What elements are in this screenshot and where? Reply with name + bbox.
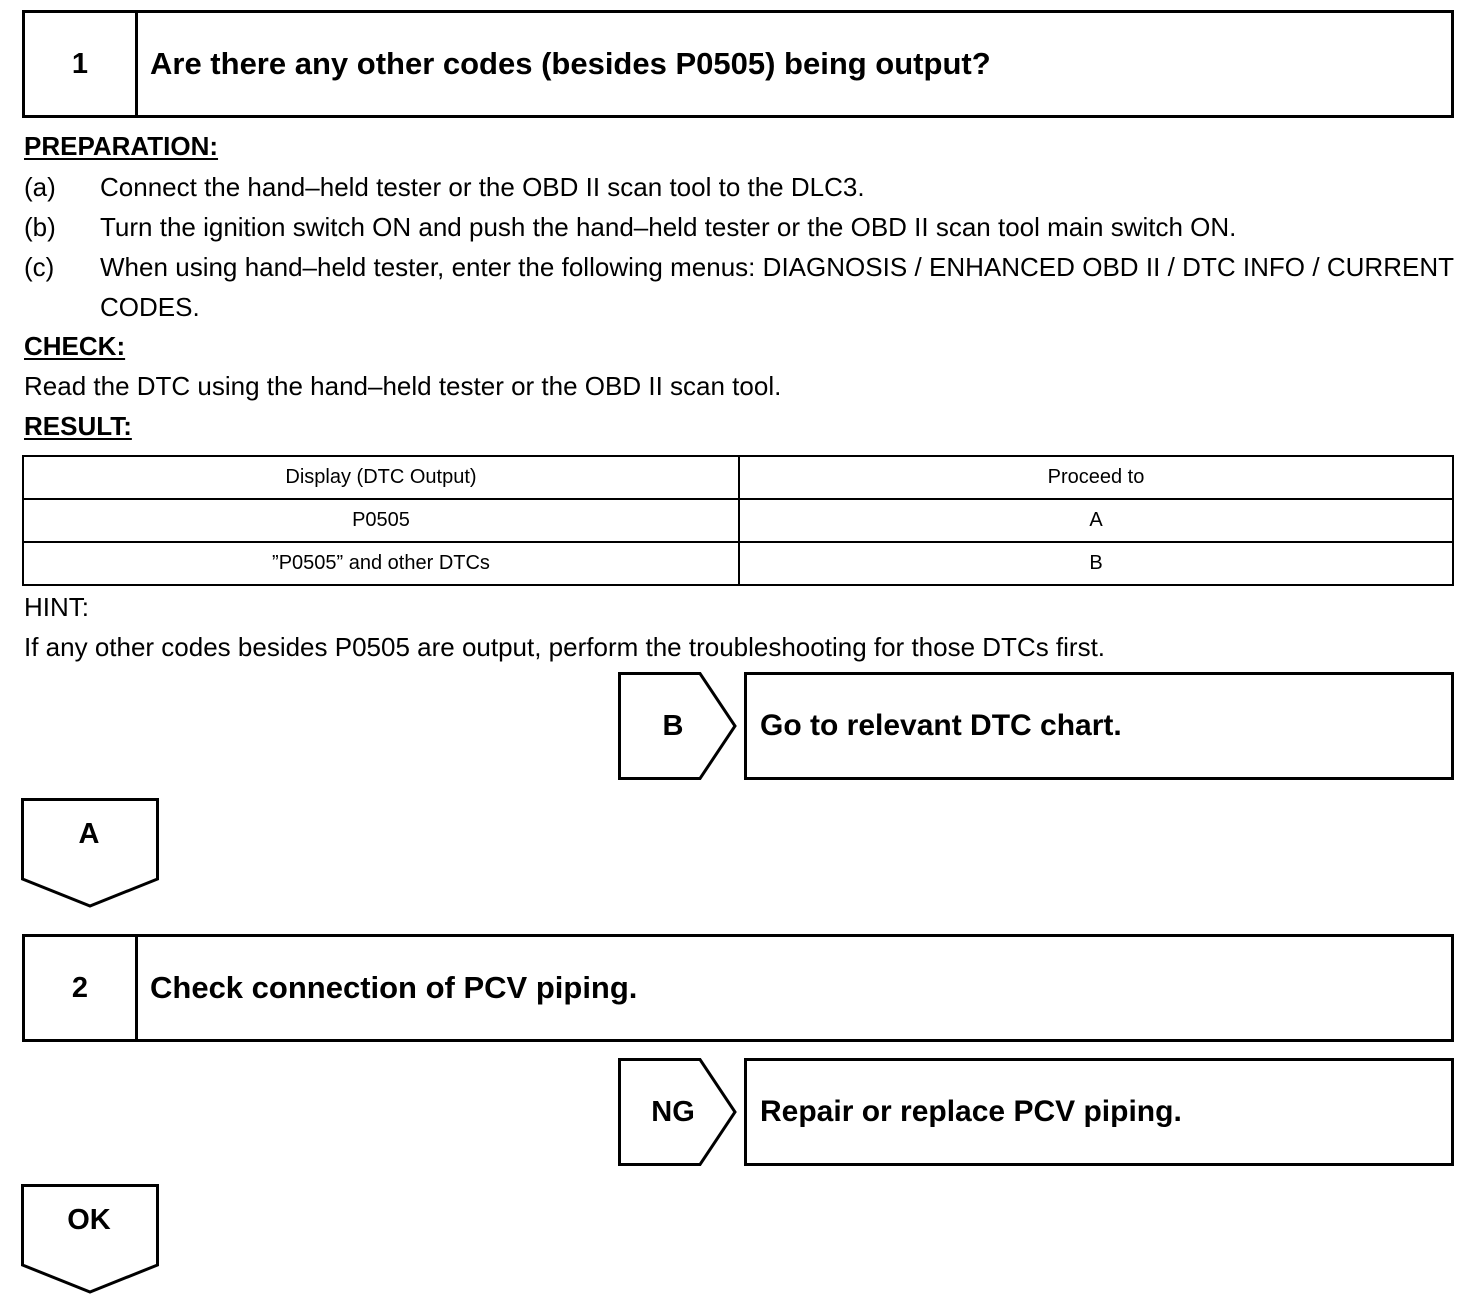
hint-heading: HINT: bbox=[24, 592, 89, 622]
flow-a-tag bbox=[21, 798, 159, 910]
step-2-title: Check connection of PCV piping. bbox=[150, 970, 638, 1005]
branch-ng-label: NG bbox=[651, 1095, 695, 1128]
preparation-item-b bbox=[24, 207, 1454, 247]
step-1-header bbox=[22, 10, 1454, 118]
flow-a-label: A bbox=[78, 818, 100, 850]
preparation-item-b-text: Turn the ignition switch ON and push the hand–held tester or the OBD II scan tool main switch ON. bbox=[100, 212, 1237, 242]
table-row bbox=[23, 542, 1453, 585]
preparation-heading: PREPARATION: bbox=[24, 131, 219, 161]
step-1-number: 1 bbox=[25, 13, 138, 115]
preparation-item-a-text: Connect the hand–held tester or the OBD II scan tool to the DLC3. bbox=[100, 172, 865, 202]
preparation-item-c bbox=[24, 247, 1454, 327]
down-arrow-tag-icon bbox=[21, 798, 159, 910]
result-heading: RESULT: bbox=[24, 411, 132, 441]
check-heading: CHECK: bbox=[24, 331, 126, 361]
preparation-item-c-text: When using hand–held tester, enter the following menus: DIAGNOSIS / ENHANCED OBD II / DTC INFO / CURRENT CODES. bbox=[100, 252, 1454, 322]
check-text: Read the DTC using the hand–held tester or the OBD II scan tool. bbox=[24, 371, 782, 401]
branch-b-action: Go to relevant DTC chart. bbox=[744, 672, 1454, 780]
preparation-item-a-label: (a) bbox=[24, 172, 56, 202]
result-cell-display: P0505 bbox=[23, 499, 739, 542]
hint-text: If any other codes besides P0505 are output, perform the troubleshooting for those DTCs first. bbox=[24, 632, 1106, 662]
flow-ok-label: OK bbox=[67, 1204, 111, 1236]
step-1-title: Are there any other codes (besides P0505) being output? bbox=[150, 46, 991, 81]
table-row bbox=[23, 499, 1453, 542]
branch-b-label: B bbox=[662, 709, 684, 742]
result-cell-proceed: A bbox=[739, 499, 1453, 542]
result-column-proceed: Proceed to bbox=[739, 456, 1453, 499]
branch-b-tag bbox=[618, 672, 738, 780]
step-2-number: 2 bbox=[25, 937, 138, 1039]
result-table bbox=[22, 455, 1454, 586]
step-2-header bbox=[22, 934, 1454, 1042]
down-arrow-tag-icon bbox=[21, 1184, 159, 1296]
branch-ng-tag bbox=[618, 1058, 738, 1166]
preparation-item-b-label: (b) bbox=[24, 212, 56, 242]
result-cell-proceed: B bbox=[739, 542, 1453, 585]
flow-ok-tag bbox=[21, 1184, 159, 1296]
preparation-item-a bbox=[24, 167, 1454, 207]
preparation-item-c-label: (c) bbox=[24, 252, 55, 282]
branch-ng-action: Repair or replace PCV piping. bbox=[744, 1058, 1454, 1166]
result-column-display: Display (DTC Output) bbox=[23, 456, 739, 499]
result-table-header-row bbox=[23, 456, 1453, 499]
result-cell-display: ”P0505” and other DTCs bbox=[23, 542, 739, 585]
